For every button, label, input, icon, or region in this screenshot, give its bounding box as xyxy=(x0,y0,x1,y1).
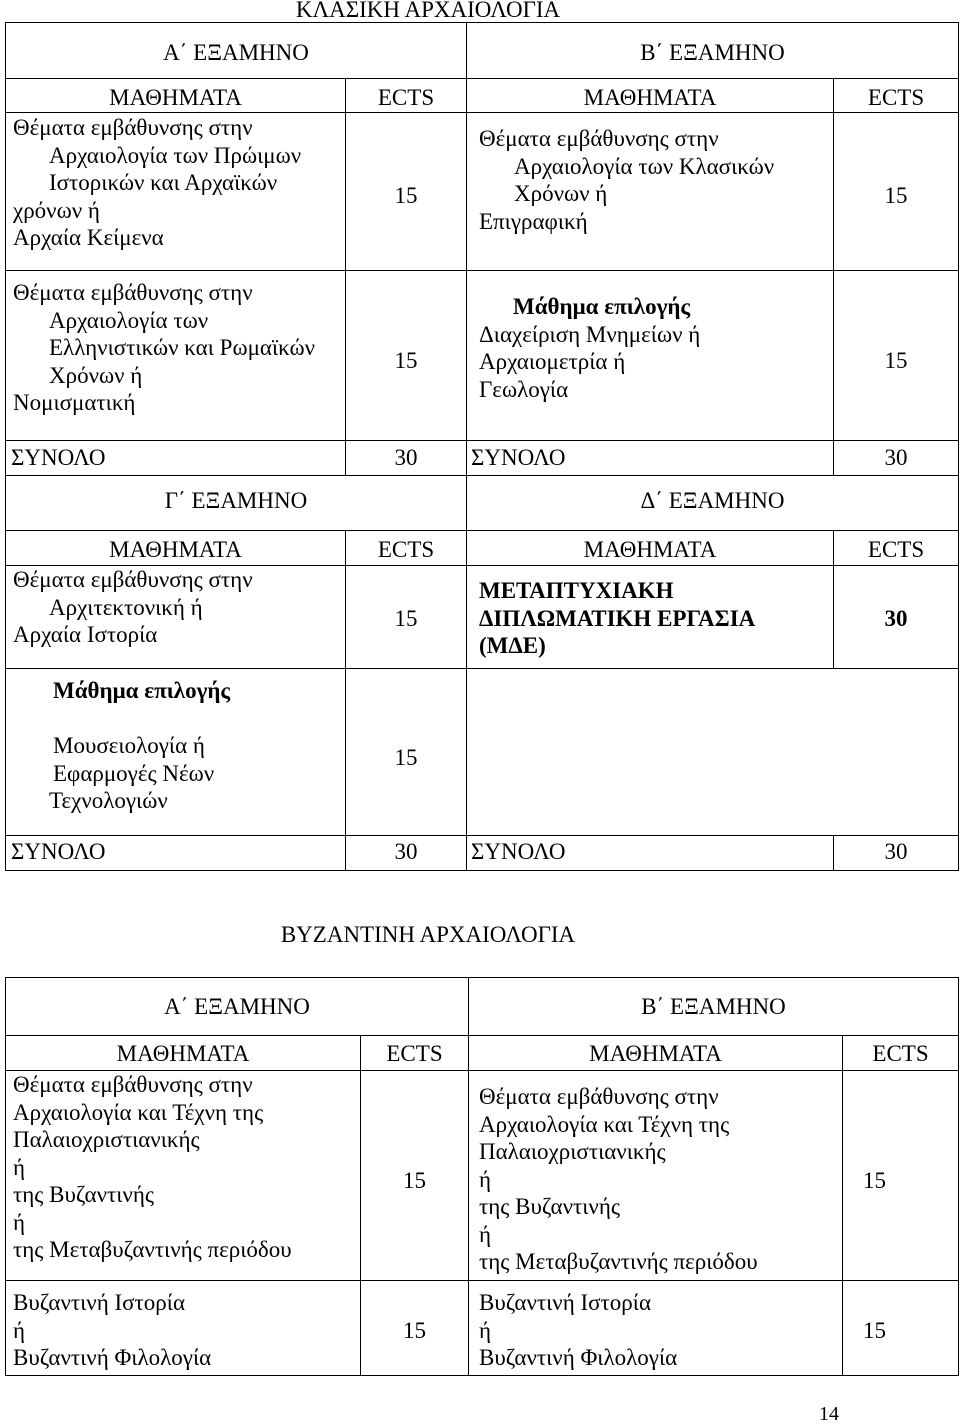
ects-value: 15 xyxy=(361,1071,469,1281)
course-title-line: Αρχαιολογία των xyxy=(49,307,209,333)
ects-value: 30 xyxy=(834,566,959,669)
course-title-line: Χρόνων ή xyxy=(514,181,608,206)
course-title-line: Αρχαιολογία και Τέχνη της xyxy=(13,1099,264,1125)
total-label: ΣΥΝΟΛΟ xyxy=(467,836,834,871)
course-title-line: Τεχνολογιών xyxy=(49,788,168,813)
total-row xyxy=(6,441,959,476)
courses-column-header: ΜΑΘΗΜΑΤΑ xyxy=(469,1036,843,1071)
course-title-line: ή xyxy=(13,1317,26,1343)
byzantine-curriculum-table xyxy=(5,977,959,1376)
course-title-line: ή xyxy=(479,1166,492,1192)
course-row xyxy=(6,566,959,669)
course-title-line: της Βυζαντινής xyxy=(479,1194,620,1219)
course-title-line: Θέματα εμβάθυνσης στην xyxy=(13,1072,253,1097)
ects-column-header: ECTS xyxy=(361,1036,469,1071)
course-cell xyxy=(467,113,834,271)
ects-value: 15 xyxy=(346,113,467,271)
semester-b-header: Β΄ ΕΞΑΜΗΝΟ xyxy=(467,23,959,79)
total-ects-value: 30 xyxy=(834,836,959,871)
course-cell xyxy=(467,271,834,441)
course-title-line: Θέματα εμβάθυνσης στην xyxy=(13,115,253,140)
total-row xyxy=(6,836,959,871)
course-title-line: ή xyxy=(13,1209,26,1235)
course-title-line: Αρχιτεκτονική ή xyxy=(49,594,203,620)
course-title-line: Ελληνιστικών και Ρωμαϊκών xyxy=(49,335,316,360)
course-title-line: Αρχαιολογία των Πρώιμων xyxy=(49,142,302,168)
course-title-line: χρόνων ή xyxy=(13,197,100,223)
courses-column-header: ΜΑΘΗΜΑΤΑ xyxy=(6,79,346,113)
ects-value: 15 xyxy=(843,1281,959,1376)
ects-value: 15 xyxy=(361,1281,469,1376)
course-title-line: Νομισματική xyxy=(13,390,136,415)
course-title-line: Εφαρμογές Νέων xyxy=(53,760,215,786)
course-cell xyxy=(6,669,346,836)
course-title-line: Βυζαντινή Φιλολογία xyxy=(13,1345,212,1370)
column-header-row xyxy=(6,1036,959,1071)
semester-b-header: Β΄ ΕΞΑΜΗΝΟ xyxy=(469,978,959,1036)
total-label: ΣΥΝΟΛΟ xyxy=(467,441,834,476)
course-title-line: Ιστορικών και Αρχαϊκών xyxy=(49,170,278,195)
thesis-cell xyxy=(467,566,834,669)
course-row xyxy=(6,1071,959,1281)
thesis-title-line: (ΜΔΕ) xyxy=(479,633,546,658)
course-title-line: ή xyxy=(13,1154,26,1180)
course-title-line: Αρχαία Κείμενα xyxy=(13,225,164,250)
course-row xyxy=(6,271,959,441)
ects-value: 15 xyxy=(834,113,959,271)
classical-archaeology-title: ΚΛΑΣΙΚΗ ΑΡΧΑΙΟΛΟΓΙΑ xyxy=(295,0,561,22)
course-cell xyxy=(6,1071,361,1281)
classical-curriculum-table xyxy=(5,22,959,871)
column-header-row xyxy=(6,531,959,566)
course-title-line: Βυζαντινή Φιλολογία xyxy=(479,1345,678,1370)
ects-value: 15 xyxy=(843,1071,959,1281)
course-cell xyxy=(469,1071,843,1281)
course-title-line: Μουσειολογία ή xyxy=(53,733,205,758)
ects-value: 15 xyxy=(346,566,467,669)
course-title-line: Γεωλογία xyxy=(479,376,569,402)
course-row xyxy=(6,113,959,271)
courses-column-header: ΜΑΘΗΜΑΤΑ xyxy=(6,531,346,566)
ects-column-header: ECTS xyxy=(834,79,959,113)
total-ects-value: 30 xyxy=(834,441,959,476)
page-number: 14 xyxy=(819,1403,839,1425)
course-title-line: Χρόνων ή xyxy=(49,362,143,388)
course-cell xyxy=(6,1281,361,1376)
course-title-line: Διαχείριση Μνημείων ή xyxy=(479,321,701,347)
semester-a-header: Α΄ ΕΞΑΜΗΝΟ xyxy=(6,23,467,79)
ects-value: 15 xyxy=(346,669,467,836)
course-title-line: Βυζαντινή Ιστορία xyxy=(13,1290,185,1315)
course-row xyxy=(6,669,959,836)
ects-column-header: ECTS xyxy=(346,531,467,566)
semester-c-header: Γ΄ ΕΞΑΜΗΝΟ xyxy=(6,476,467,531)
semester-row xyxy=(6,476,959,531)
semester-a-header: Α΄ ΕΞΑΜΗΝΟ xyxy=(6,978,469,1036)
course-title-line: Αρχαιολογία και Τέχνη της xyxy=(479,1111,730,1137)
course-title-line: της Μεταβυζαντινής περιόδου xyxy=(479,1249,758,1274)
elective-heading: Μάθημα επιλογής xyxy=(53,678,231,703)
course-title-line: ή xyxy=(479,1317,492,1343)
course-cell xyxy=(6,566,346,669)
total-ects-value: 30 xyxy=(346,836,467,871)
total-label: ΣΥΝΟΛΟ xyxy=(6,836,346,871)
courses-column-header: ΜΑΘΗΜΑΤΑ xyxy=(467,79,834,113)
ects-value: 15 xyxy=(834,271,959,441)
course-cell xyxy=(6,271,346,441)
ects-column-header: ECTS xyxy=(346,79,467,113)
course-cell xyxy=(6,113,346,271)
course-title-line: Παλαιοχριστιανικής xyxy=(13,1127,200,1152)
empty-cell xyxy=(467,669,959,836)
ects-column-header: ECTS xyxy=(843,1036,959,1071)
thesis-title-line: ΜΕΤΑΠΤΥΧΙΑΚΗ xyxy=(479,578,674,603)
course-title-line: της Μεταβυζαντινής περιόδου xyxy=(13,1237,292,1262)
course-title-line: Αρχαιολογία των Κλασικών xyxy=(514,153,775,179)
course-title-line: Θέματα εμβάθυνσης στην xyxy=(13,280,253,305)
column-header-row xyxy=(6,79,959,113)
course-cell xyxy=(469,1281,843,1376)
thesis-title-line: ΔΙΠΛΩΜΑΤΙΚΗ ΕΡΓΑΣΙΑ xyxy=(479,605,756,631)
total-ects-value: 30 xyxy=(346,441,467,476)
semester-row xyxy=(6,23,959,79)
byzantine-archaeology-title: ΒΥΖΑΝΤΙΝΗ ΑΡΧΑΙΟΛΟΓΙΑ xyxy=(280,922,576,947)
semester-row xyxy=(6,978,959,1036)
course-title-line: της Βυζαντινής xyxy=(13,1182,154,1207)
course-title-line: Παλαιοχριστιανικής xyxy=(479,1139,666,1164)
courses-column-header: ΜΑΘΗΜΑΤΑ xyxy=(467,531,834,566)
course-title-line: Θέματα εμβάθυνσης στην xyxy=(479,126,719,151)
course-title-line: ή xyxy=(479,1221,492,1247)
blank-line xyxy=(6,705,345,733)
course-title-line: Θέματα εμβάθυνσης στην xyxy=(479,1084,719,1109)
total-label: ΣΥΝΟΛΟ xyxy=(6,441,346,476)
ects-column-header: ECTS xyxy=(834,531,959,566)
courses-column-header: ΜΑΘΗΜΑΤΑ xyxy=(6,1036,361,1071)
course-row xyxy=(6,1281,959,1376)
course-title-line: Θέματα εμβάθυνσης στην xyxy=(13,567,253,592)
semester-d-header: Δ΄ ΕΞΑΜΗΝΟ xyxy=(467,476,959,531)
ects-value: 15 xyxy=(346,271,467,441)
course-title-line: Βυζαντινή Ιστορία xyxy=(479,1290,651,1315)
course-title-line: Αρχαιομετρία ή xyxy=(479,349,626,374)
elective-heading: Μάθημα επιλογής xyxy=(513,294,691,319)
course-title-line: Αρχαία Ιστορία xyxy=(13,622,158,647)
course-title-line: Επιγραφική xyxy=(479,208,588,234)
